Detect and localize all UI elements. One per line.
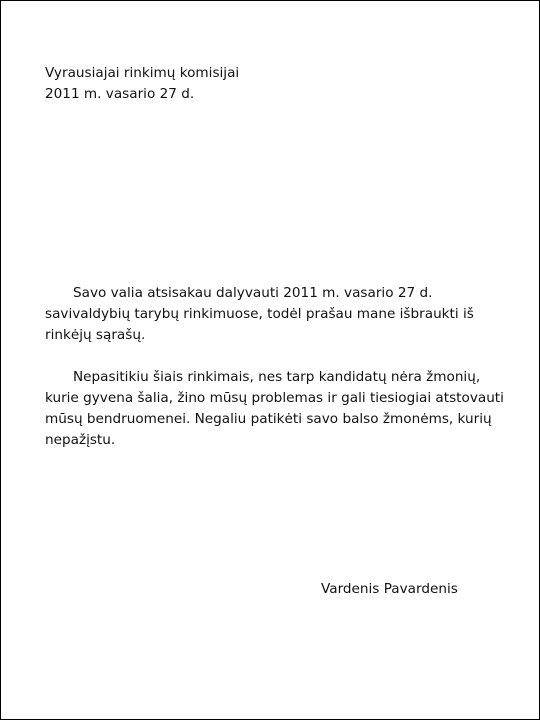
letter-body xyxy=(45,283,515,451)
paragraph-reason: Nepasitikiu šiais rinkimais, nes tarp kandidatų nėra žmonių, kurie gyvena šalia, žino mūsų problemas ir gali tiesiogiai atstovauti mūsų bendruomenei. Negaliu patikėti savo balso žmonėms, kurių nepažįstu. xyxy=(45,369,504,448)
recipient-block xyxy=(45,63,345,105)
date-line: 2011 m. vasario 27 d. xyxy=(45,86,195,102)
paragraph-withdrawal: Savo valia atsisakau dalyvauti 2011 m. vasario 27 d. savivaldybių tarybų rinkimuose, todėl prašau mane išbraukti iš rinkėjų sąrašų. xyxy=(45,285,474,343)
addressee-line: Vyrausiajai rinkimų komisijai xyxy=(45,65,240,81)
signature-name: Vardenis Pavardenis xyxy=(321,581,458,597)
